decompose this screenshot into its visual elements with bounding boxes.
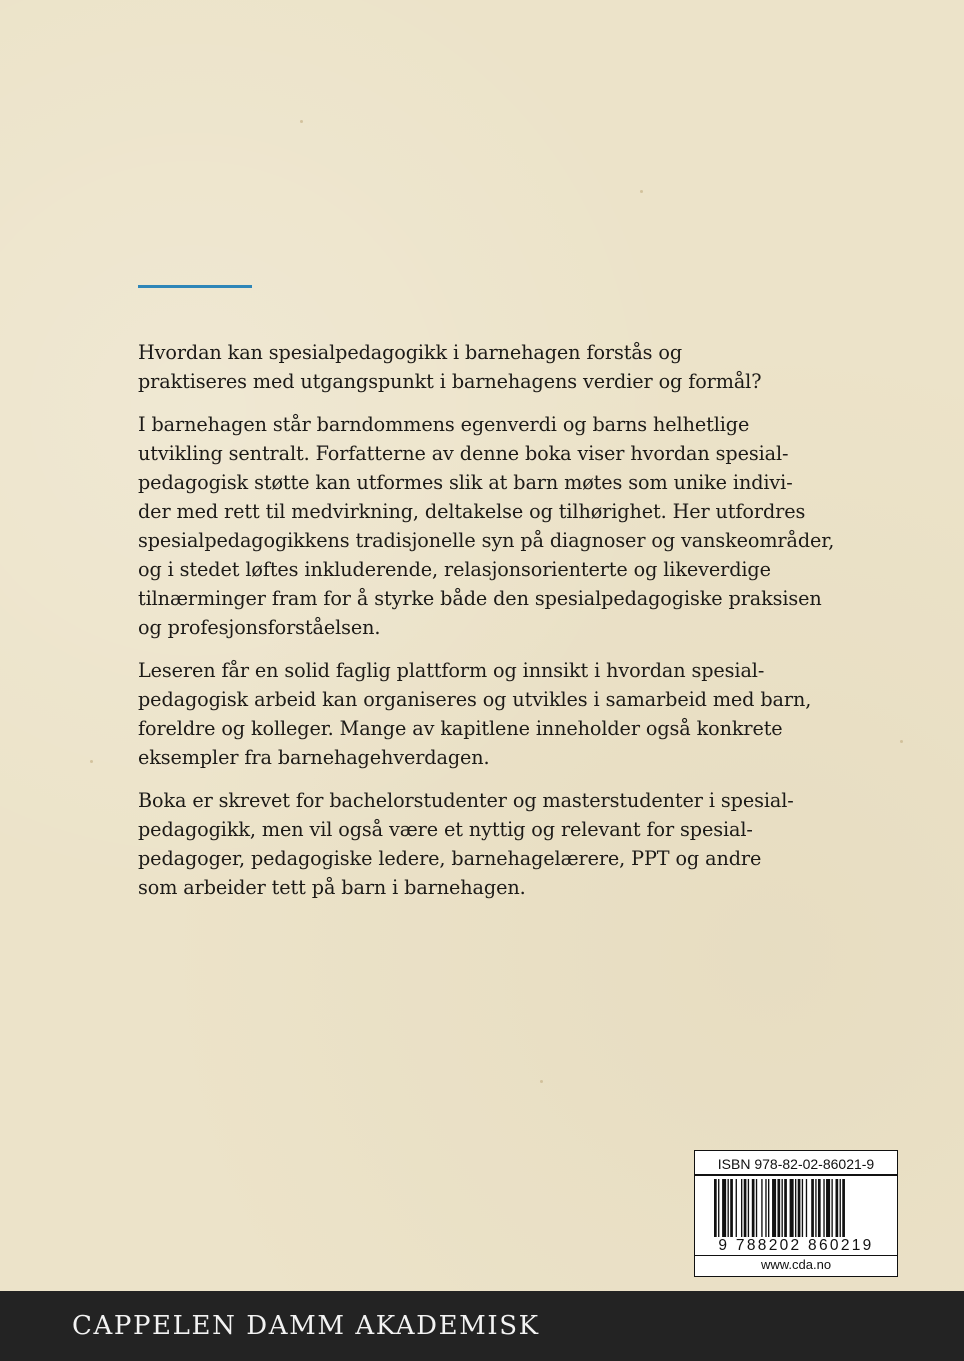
blurb-line: der med rett til medvirkning, deltakelse og tilhørighet. Her utfordres (138, 500, 806, 523)
blurb-line: praktiseres med utgangspunkt i barnehagens verdier og formål? (138, 370, 762, 393)
publisher-footer (0, 1291, 964, 1361)
blurb-line: og i stedet løftes inkluderende, relasjonsorienterte og likeverdige (138, 558, 771, 581)
blurb-line: Leseren får en solid faglig plattform og innsikt i hvordan spesial- (138, 659, 765, 682)
blurb-line: som arbeider tett på barn i barnehagen. (138, 876, 526, 899)
blurb-line: spesialpedagogikkens tradisjonelle syn på diagnoser og vanskeområder, (138, 529, 835, 552)
paper-speck (540, 1080, 543, 1083)
blurb-line: tilnærminger fram for å styrke både den spesialpedagogiske praksisen (138, 587, 822, 610)
isbn-label: ISBN 978-82-02-86021-9 (695, 1154, 897, 1176)
blurb-paragraph-4 (138, 786, 828, 902)
blurb-paragraph-2 (138, 410, 835, 642)
blurb-line: pedagogikk, men vil også være et nyttig og relevant for spesial- (138, 818, 753, 841)
blurb-line: utvikling sentralt. Forfatterne av denne boka viser hvordan spesial- (138, 442, 789, 465)
blurb-line: I barnehagen står barndommens egenverdi og barns helhetlige (138, 413, 750, 436)
blurb-line: eksempler fra barnehagehverdagen. (138, 746, 490, 769)
isbn-barcode-box (694, 1150, 898, 1277)
back-cover-blurb (138, 338, 835, 916)
publisher-logo-text: CAPPELEN DAMM AKADEMISK (72, 1311, 540, 1341)
blurb-paragraph-3 (138, 656, 828, 772)
paper-speck (900, 740, 903, 743)
blurb-paragraph-1 (138, 338, 828, 396)
blurb-line: og profesjonsforståelsen. (138, 616, 381, 639)
blurb-line: pedagogisk støtte kan utformes slik at barn møtes som unike indivi- (138, 471, 793, 494)
barcode-digits: 9 788202 860219 (697, 1237, 895, 1255)
blurb-line: Hvordan kan spesialpedagogikk i barnehagen forstås og (138, 341, 683, 364)
accent-rule (138, 285, 252, 288)
blurb-line: Boka er skrevet for bachelorstudenter og masterstudenter i spesial- (138, 789, 794, 812)
blurb-line: foreldre og kolleger. Mange av kapitlene inneholder også konkrete (138, 717, 783, 740)
blurb-line: pedagogisk arbeid kan organiseres og utvikles i samarbeid med barn, (138, 688, 812, 711)
website-text: www.cda.no (695, 1255, 897, 1274)
paper-speck (640, 190, 643, 193)
blurb-line: pedagoger, pedagogiske ledere, barnehagelærere, PPT og andre (138, 847, 762, 870)
paper-speck (90, 760, 93, 763)
paper-speck (300, 120, 303, 123)
